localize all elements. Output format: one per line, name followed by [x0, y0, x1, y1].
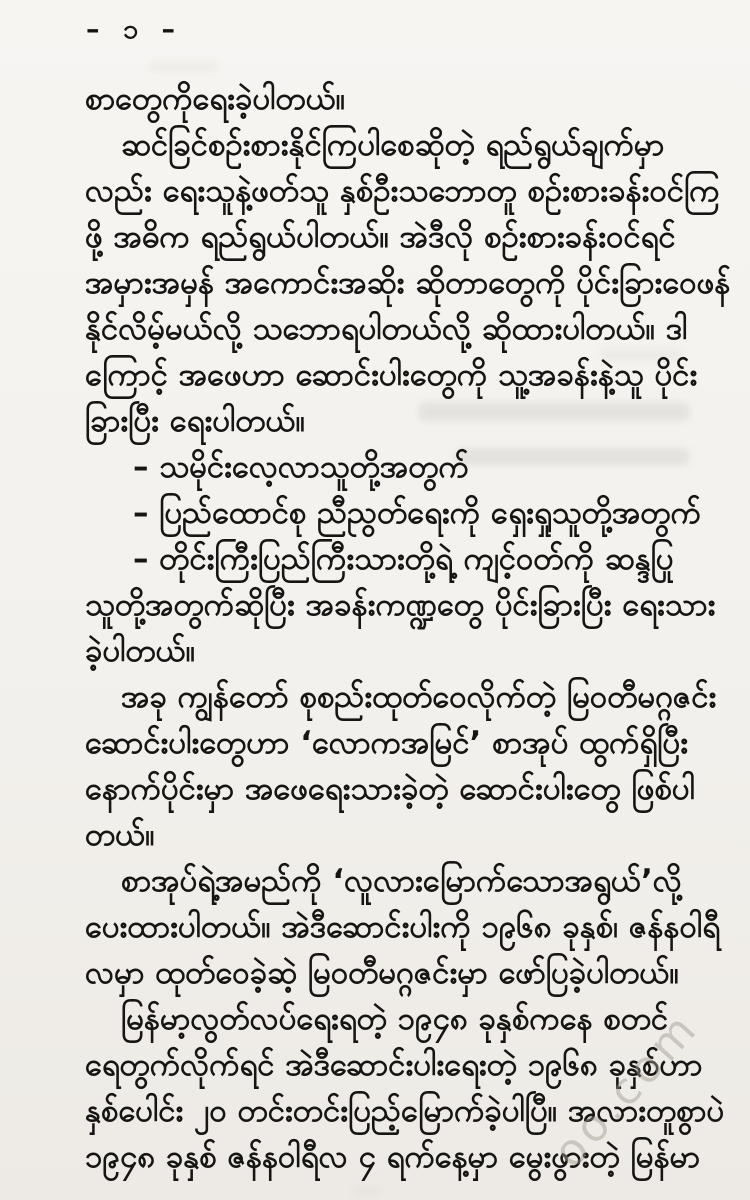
site-watermark: oo.com [543, 1001, 710, 1178]
text-line: ခဲ့ပါတယ်။ [85, 633, 196, 669]
text-line: ဆောင်းပါးတွေဟာ ‘လောကအမြင်’ စာအုပ် ထွက်ရှိပြီး [85, 725, 689, 761]
text-line: ဆင်ခြင်စဉ်းစားနိုင်ကြပါစေဆိုတဲ့ ရည်ရွယ်ချက်မှာ [121, 127, 665, 163]
text-line: အမှားအမှန် အကောင်းအဆိုး ဆိုတာတွေကို ပိုင်းခြားဝေဖန် [85, 265, 731, 301]
text-line: ခြားပြီး ရေးပါတယ်။ [85, 403, 306, 439]
text-line: အခု ကျွန်တော် စုစည်းထုတ်ဝေလိုက်တဲ့ မြဝတီမဂ္ဂဇင်း [121, 679, 717, 715]
text-line: တယ်။ [85, 817, 155, 853]
bleed-through-ghost [352, 1188, 380, 1195]
body-text [85, 76, 731, 1180]
page-number: – ၁ – [86, 14, 182, 45]
text-line: လည်း ရေးသူနဲ့ဖတ်သူ နှစ်ဦးသဘောတူ စဉ်းစားခန်းဝင်ကြ [85, 173, 720, 209]
text-line: ပေးထားပါတယ်။ အဲဒီဆောင်းပါးကို ၁၉၆၈ ခုနှစ်၊ ဇန်နဝါရီ [85, 909, 721, 945]
list-item-line: – ပြည်ထောင်စု ညီညွတ်ရေးကို ရှေးရှုသူတို့အတွက် [133, 495, 701, 531]
text-line: နောက်ပိုင်းမှာ အဖေရေးသားခဲ့တဲ့ ဆောင်းပါးတွေ ဖြစ်ပါ [85, 771, 695, 807]
text-line: နိုင်လိမ့်မယ်လို့ သဘောရပါတယ်လို့ ဆိုထားပါတယ်။ ဒါ [85, 311, 688, 347]
text-line: သူတို့အတွက်ဆိုပြီး အခန်းကဏ္ဍတွေ ပိုင်းခြားပြီး ရေးသား [85, 587, 716, 623]
text-line: စာတွေကိုရေးခဲ့ပါတယ်။ [85, 81, 346, 117]
list-item-line: – သမိုင်းလေ့လာသူတို့အတွက် [133, 449, 469, 485]
text-line: စာအုပ်ရဲ့အမည်ကို ‘လူလားမြောက်သောအရွယ်’လို့ [121, 863, 682, 899]
text-line: လမှာ ထုတ်ဝေခဲ့ဆဲ့ မြဝတီမဂ္ဂဇင်းမှာ ဖော်ပြခဲ့ပါတယ်။ [85, 955, 679, 991]
list-item-line: – တိုင်းကြီးပြည်ကြီးသားတို့ရဲ့ ကျင့်ဝတ်ကို ဆန္ဒပြု [133, 541, 674, 577]
text-line: မြန်မာ့လွတ်လပ်ရေးရတဲ့ ၁၉၄၈ ခုနှစ်ကနေ စတင် [121, 1001, 669, 1037]
text-line: ရေတွက်လိုက်ရင် အဲဒီဆောင်းပါးရေးတဲ့ ၁၉၆၈ ခုနှစ်ဟာ [85, 1047, 703, 1083]
text-line: ၁၉၄၈ ခုနှစ် ဇန်နဝါရီလ ၄ ရက်နေ့မှာ မွေးဖွားတဲ့ မြန်မာ [85, 1139, 701, 1175]
bleed-through-ghost [148, 62, 218, 72]
text-line: နှစ်ပေါင်း ၂၀ တင်းတင်းပြည့်မြောက်ခဲ့ပါပြီ။ အလားတူစွာပဲ [85, 1093, 725, 1129]
text-line: ဖို့ အဓိက ရည်ရွယ်ပါတယ်။ အဲဒီလို စဉ်းစားခန်းဝင်ရင် [85, 219, 676, 255]
text-line: ကြောင့် အဖေဟာ ဆောင်းပါးတွေကို သူ့အခန်းနဲ့သူ ပိုင်း [85, 357, 698, 393]
